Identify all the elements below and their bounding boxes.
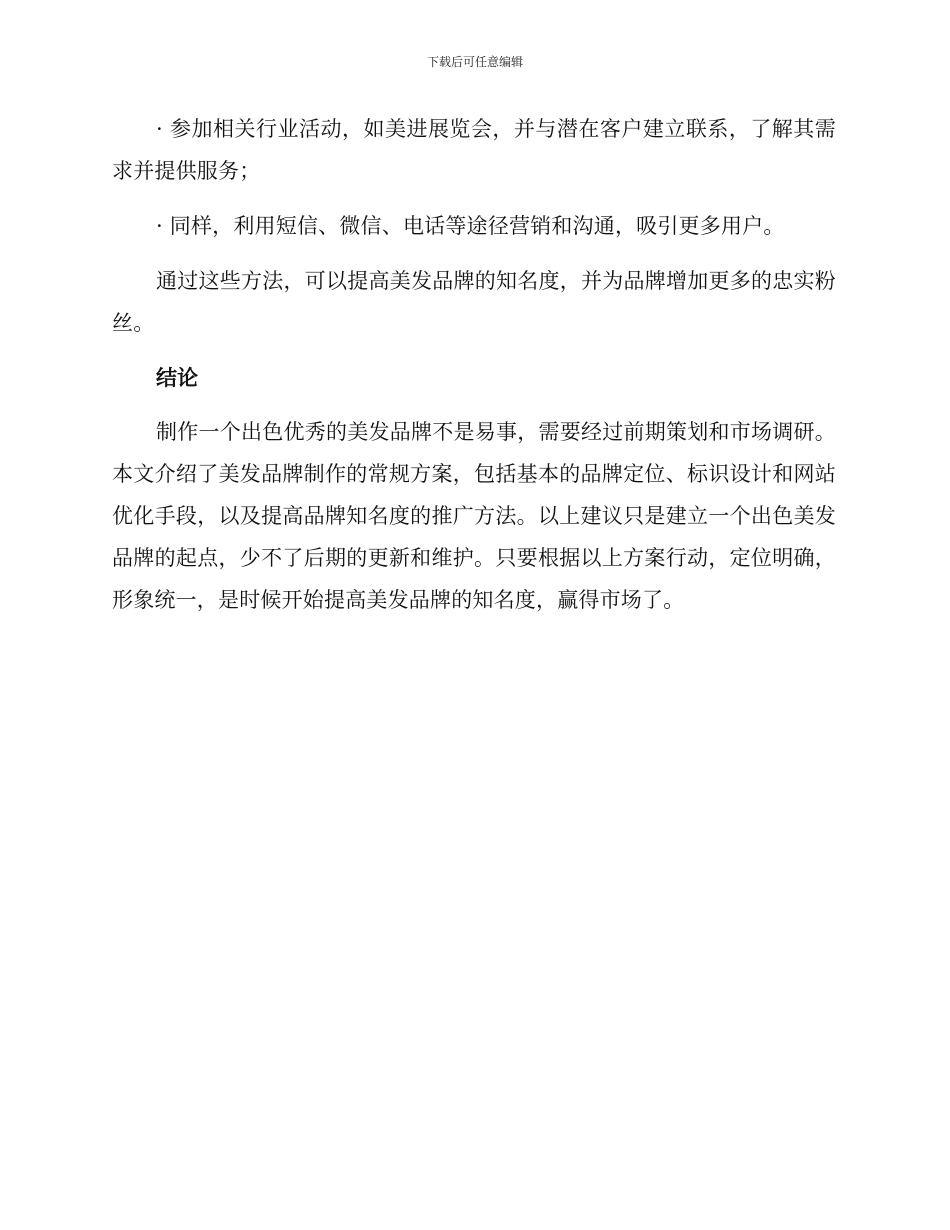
bullet-paragraph-marketing: · 同样，利用短信、微信、电话等途径营销和沟通，吸引更多用户。 bbox=[156, 214, 785, 238]
conclusion-heading: 结论 bbox=[156, 365, 198, 390]
bullet-paragraph-events: · 参加相关行业活动，如美进展览会，并与潜在客户建立联系，了解其需求并提供服务； bbox=[112, 117, 836, 183]
summary-paragraph: 通过这些方法，可以提高美发品牌的知名度，并为品牌增加更多的忠实粉丝。 bbox=[112, 269, 836, 335]
page-header: 下载后可任意编辑 bbox=[426, 55, 523, 69]
document-body bbox=[112, 108, 836, 634]
conclusion-paragraph: 制作一个出色优秀的美发品牌不是易事，需要经过前期策划和市场调研。本文介绍了美发品牌制作的常规方案，包括基本的品牌定位、标识设计和网站优化手段，以及提高品牌知名度的推广方法。以上建议只是建立一个出色美发品牌的起点，少不了后期的更新和维护。只要根据以上方案行动，定位明确，形象统一，是时候开始提高美发品牌的知名度，赢得市场了。 bbox=[112, 420, 836, 612]
